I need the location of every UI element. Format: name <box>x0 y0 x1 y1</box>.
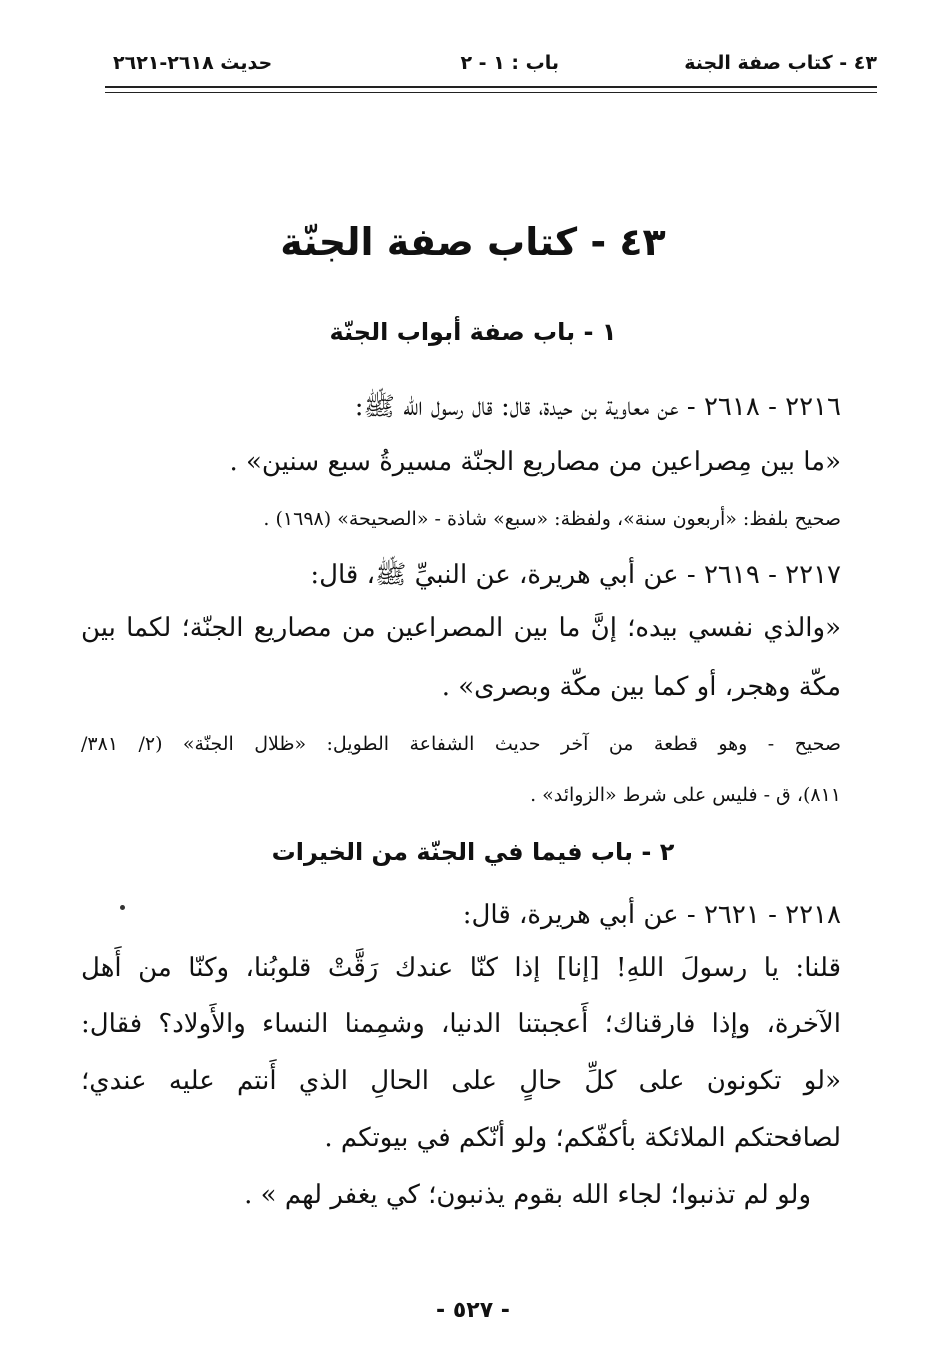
page-number: - ٥٢٧ - <box>436 1298 510 1323</box>
hadith-2218-intro: ٢٢١٨ - ٢٦٢١ - عن أبي هريرة، قال: <box>462 900 841 930</box>
header-rule-thick <box>105 86 877 88</box>
book-title: ٤٣ - كتاب صفة الجنّة <box>280 220 666 264</box>
hadith-2216-grading: صحيح بلفظ: «أربعون سنة»، ولفظة: «سبع» شاذة - «الصحيحة» (١٦٩٨) . <box>263 508 841 530</box>
header-chapter-range: باب : ١ - ٢ <box>460 52 559 74</box>
hadith-2216-intro: ٢٢١٦ - ٢٦١٨ - عن معاوية بن حيدة، قال: قال رسول الله ﷺ: <box>354 392 841 422</box>
hadith-2217-grading-line-1: صحيح - وهو قطعة من آخر حديث الشفاعة الطويل: «ظلال الجنّة» (٢/ ٣٨١/ <box>81 733 841 755</box>
hadith-2217-intro: ٢٢١٧ - ٢٦١٩ - عن أبي هريرة، عن النبيِّ ﷺ، قال: <box>310 560 841 590</box>
hadith-2216-text: «ما بين مِصراعين من مصاريع الجنّة مسيرةُ سبع سنين» . <box>229 447 841 477</box>
header-rule-thin <box>105 92 877 93</box>
hadith-2218-text-line-2: الآخرة، وإذا فارقناك؛ أَعجبتنا الدنيا، وشمِمنا النساء والأَولاد؟ فقال: <box>81 1009 841 1039</box>
running-header <box>105 52 877 82</box>
hadith-2218-text-line-5: ولو لم تذنبوا؛ لجاء الله بقوم يذنبون؛ كي يغفر لهم » . <box>244 1180 811 1210</box>
chapter-heading-2: ٢ - باب فيما في الجنّة من الخيرات <box>271 838 675 866</box>
hadith-2218-text-line-3: «لو تكونون على كلِّ حالٍ على الحالِ الذي أَنتم عليه عندي؛ <box>81 1066 841 1096</box>
header-book-title: ٤٣ - كتاب صفة الجنة <box>684 52 877 74</box>
hadith-2217-text-line-2: مكّة وهجر، أو كما بين مكّة وبصرى» . <box>441 672 841 702</box>
chapter-heading-1: ١ - باب صفة أبواب الجنّة <box>329 318 617 346</box>
hadith-2217-text-line-1: «والذي نفسي بيده؛ إنَّ ما بين المصراعين من مصاريع الجنّة؛ لكما بين <box>81 613 841 643</box>
hadith-2218-text-line-1: قلنا: يا رسولَ اللهِ! [إنا] إذا كنّا عندك رَقَّتْ قلوبُنا، وكنّا من أَهل <box>81 953 841 983</box>
header-hadith-range: حديث ٢٦١٨-٢٦٢١ <box>113 52 273 74</box>
hadith-2217-grading-line-2: ٨١١)، ق - فليس على شرط «الزوائد» . <box>530 784 841 806</box>
hadith-2218-text-line-4: لصافحتكم الملائكة بأكفّكم؛ ولو أنّكم في بيوتكم . <box>324 1123 841 1153</box>
